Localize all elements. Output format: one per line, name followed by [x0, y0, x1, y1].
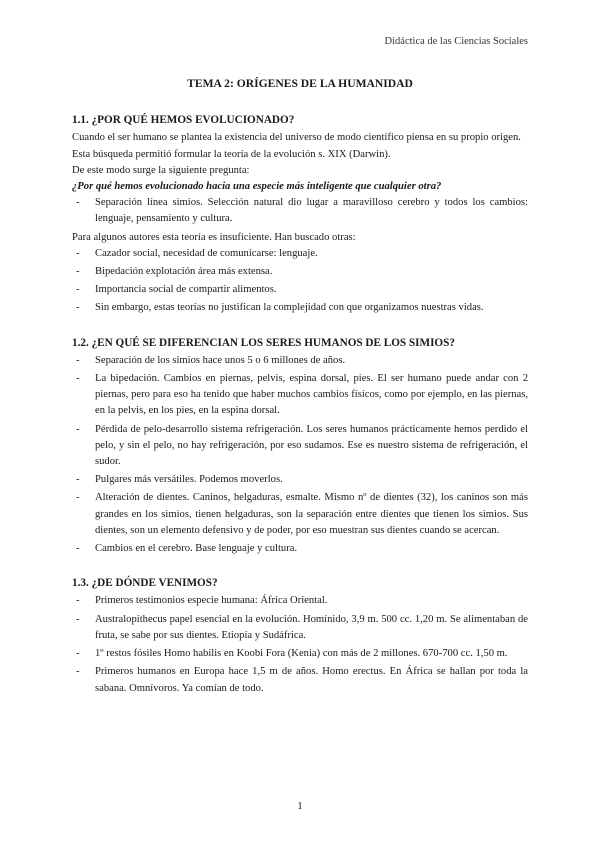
- bullet-list: [72, 353, 528, 557]
- paragraph: Cuando el ser humano se plantea la existencia del universo de modo científico piensa en su propio origen.: [72, 132, 521, 144]
- list-item: - Cazador social, necesidad de comunicarse: lenguaje.: [72, 246, 528, 262]
- list-item: - 1º restos fósiles Homo habilis en Koobi Fora (Kenia) con más de 2 millones. 670-700 cc. 1,50 m.: [72, 646, 528, 662]
- bullet-list: [72, 246, 528, 317]
- list-item: - Pulgares más versátiles. Podemos moverlos.: [72, 472, 528, 488]
- page-number: 1: [297, 800, 303, 812]
- list-item: - Pérdida de pelo-desarrollo sistema refrigeración. Los seres humanos prácticamente hemos perdido el pelo, y sin el pelo, no hay refrigeración, por eso sudamos. Ese es nuestro sistema de refrigeración, el sudor.: [72, 422, 528, 471]
- document-body: [72, 76, 528, 699]
- list-item: - Separación línea simios. Selección natural dio lugar a maravilloso cerebro y todos los cambios: lenguaje, pensamiento y cultura.: [72, 195, 528, 227]
- list-item: - Separación de los simios hace unos 5 o 6 millones de años.: [72, 353, 528, 369]
- bullet-list: [72, 593, 528, 696]
- paragraph: Esta búsqueda permitió formular la teoría de la evolución s. XIX (Darwin).: [72, 148, 391, 160]
- list-item: - Sin embargo, estas teorías no justifican la complejidad con que organizamos nuestras vidas.: [72, 300, 528, 316]
- list-item: - Alteración de dientes. Caninos, helgaduras, esmalte. Mismo nº de dientes (32), los caninos son más grandes en los simios, tienen helgaduras, son la separación entre dientes que tienen los simios. Sus dientes, son un elemento defensivo y de poder, por eso muestran sus dientes cuando se acercan.: [72, 490, 528, 539]
- key-question: ¿Por qué hemos evolucionado hacia una especie más inteligente que cualquier otra?: [72, 181, 442, 193]
- section-2-heading: 1.2. ¿EN QUÉ SE DIFERENCIAN LOS SERES HUMANOS DE LOS SIMIOS?: [72, 336, 455, 349]
- list-item: - Bipedación explotación área más extensa.: [72, 264, 528, 280]
- list-item: - Primeros humanos en Europa hace 1,5 m de años. Homo erectus. En África se hallan por toda la sabana. Omnívoros. Ya comían de todo.: [72, 664, 528, 696]
- running-header: Didáctica de las Ciencias Sociales: [384, 36, 528, 47]
- list-item: - La bipedación. Cambios en piernas, pelvis, espina dorsal, pies. El ser humano puede andar con 2 piernas, pero para eso ha tenido que haber muchos cambios físicos, como por ejemplo, en las piernas, en la pelvis, en los pies, en la espina dorsal.: [72, 371, 528, 420]
- list-item: - Importancia social de compartir alimentos.: [72, 282, 528, 298]
- paragraph: De este modo surge la siguiente pregunta:: [72, 164, 250, 176]
- document-title: TEMA 2: ORÍGENES DE LA HUMANIDAD: [187, 77, 413, 90]
- paragraph: Para algunos autores esta teoría es insuficiente. Han buscado otras:: [72, 231, 356, 243]
- list-item: - Primeros testimonios especie humana: África Oriental.: [72, 593, 528, 609]
- list-item: - Cambios en el cerebro. Base lenguaje y cultura.: [72, 541, 528, 557]
- section-3-heading: 1.3. ¿DE DÓNDE VENIMOS?: [72, 577, 218, 590]
- section-1-heading: 1.1. ¿POR QUÉ HEMOS EVOLUCIONADO?: [72, 114, 295, 127]
- list-item: - Australopithecus papel esencial en la evolución. Homínido, 3,9 m. 500 cc. 1,20 m. Se alimentaban de fruta, se sabe por sus dientes. Etiopía y Sudáfrica.: [72, 612, 528, 644]
- bullet-list: [72, 195, 528, 227]
